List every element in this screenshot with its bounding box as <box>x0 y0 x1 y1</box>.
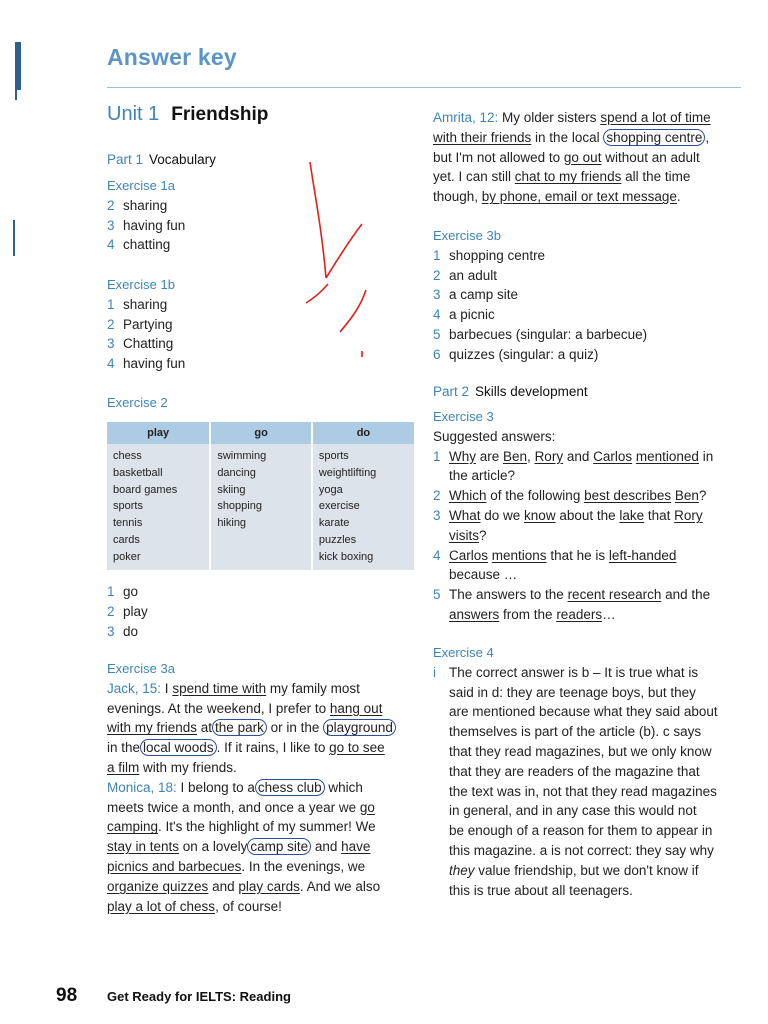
item-number: 1 <box>433 448 441 464</box>
verb-collocation-table <box>107 422 414 570</box>
text-span: are <box>476 448 504 464</box>
text-span: My older sisters <box>498 110 601 125</box>
item-text: quizzes (singular: a quiz) <box>449 346 599 362</box>
underlined-word: lake <box>619 507 645 523</box>
underlined-phrase: with their friends <box>433 129 532 145</box>
item-text: sharing <box>123 197 168 213</box>
item-number: 3 <box>107 623 115 639</box>
exercise-3b <box>433 226 743 365</box>
underlined-phrase: spend a lot of time <box>600 110 711 125</box>
header-divider <box>107 87 741 88</box>
underlined-word: What <box>449 507 481 523</box>
exercise-2 <box>107 393 414 413</box>
item-number: 4 <box>107 356 115 372</box>
book-title: Get Ready for IELTS: Reading <box>107 989 291 1004</box>
part-title: Skills development <box>475 384 588 399</box>
text-span: . And we also <box>299 878 381 894</box>
exercise-heading: Exercise 3 <box>433 409 494 424</box>
table-cell: hiking <box>217 517 247 530</box>
answer-item <box>433 266 743 286</box>
exercise-3-questions <box>433 447 748 625</box>
underlined-word: Which <box>449 488 487 504</box>
table-cell: kick boxing <box>318 550 374 563</box>
text-span: in <box>698 448 714 464</box>
text-span: . In the evenings, we <box>241 858 366 874</box>
answer-item <box>433 325 743 345</box>
circled-phrase: shopping centre <box>603 129 705 146</box>
table-header-do: do <box>312 422 414 444</box>
item-number: 2 <box>107 197 115 213</box>
emphasis-word: they <box>449 862 475 878</box>
speaker-name: Monica, 18: <box>107 779 177 795</box>
underlined-word: mentioned <box>635 448 699 464</box>
text-span: which <box>324 779 363 795</box>
item-number: 5 <box>433 587 441 603</box>
item-number: 1 <box>107 296 115 312</box>
text-span: at <box>197 720 213 736</box>
item-text: play <box>123 603 148 619</box>
text-span: ? <box>479 527 487 543</box>
item-number: 1 <box>107 584 115 599</box>
underlined-word: Rory <box>674 507 703 523</box>
underlined-word: readers <box>556 606 603 622</box>
table-cell: tennis <box>113 517 143 530</box>
text-span: without an adult <box>601 149 700 165</box>
underlined-word: Ben <box>674 488 699 504</box>
exercise-heading: Exercise 1b <box>107 277 175 292</box>
text-span: . <box>676 189 681 205</box>
item-number: 3 <box>107 217 115 233</box>
text-span: though, <box>433 189 482 205</box>
table-cell: shopping <box>217 500 262 513</box>
table-cell: poker <box>113 550 141 563</box>
text-line: that they read magazines, but we only know <box>449 743 712 759</box>
table-cell: sports <box>113 500 143 513</box>
text-span: or in the <box>266 720 324 736</box>
item-text: having fun <box>123 356 186 372</box>
table-cell: exercise <box>318 500 360 513</box>
exercise-3-intro: Suggested answers: <box>433 428 556 444</box>
text-span: , <box>527 448 535 464</box>
pen-stroke <box>306 284 328 303</box>
item-number: 2 <box>107 603 115 619</box>
table-cell: cards <box>113 533 140 546</box>
underlined-word: Carlos <box>593 448 633 464</box>
text-span: I belong to a <box>176 779 255 795</box>
part2-heading <box>433 382 588 402</box>
underlined-phrase: hang out <box>329 700 383 716</box>
item-text: Partying <box>123 316 173 332</box>
item-number: 1 <box>433 247 441 263</box>
margin-marker <box>15 86 17 100</box>
table-cell: yoga <box>318 483 343 496</box>
underlined-phrase: with my friends <box>107 720 198 736</box>
exercise-3a <box>107 659 417 916</box>
unit-name: Friendship <box>171 104 269 125</box>
text-span: do we <box>480 507 525 523</box>
item-number: 4 <box>433 307 441 323</box>
exercise-heading: Exercise 2 <box>107 395 168 410</box>
underlined-word: Rory <box>534 448 564 464</box>
underlined-word: Ben <box>503 448 528 464</box>
item-number: 3 <box>433 507 441 523</box>
underlined-phrase: go out <box>563 149 602 165</box>
item-number: 6 <box>433 346 441 362</box>
item-text: chatting <box>123 237 171 253</box>
table-cell: puzzles <box>318 533 357 546</box>
table-header-go: go <box>210 422 312 444</box>
text-line: be enough of a reason for them to appear in <box>449 823 713 839</box>
item-number: 2 <box>107 316 115 332</box>
pen-stroke <box>310 162 326 278</box>
text-line: the text was in, not that they read magazines <box>449 783 717 799</box>
circled-phrase: the park <box>212 719 267 736</box>
table-cell: dancing <box>217 466 256 479</box>
text-span: about the <box>555 507 620 523</box>
part-title: Vocabulary <box>149 152 216 167</box>
text-line: themselves is part of the article (b). c says <box>449 724 702 740</box>
underlined-word: know <box>524 507 556 523</box>
item-text: Chatting <box>123 336 174 352</box>
table-cell: karate <box>318 517 350 530</box>
text-line: in general, and in any case this would not <box>449 803 697 819</box>
underlined-word: mentions <box>491 547 547 563</box>
amrita-text <box>433 108 753 207</box>
underlined-word: visits <box>449 527 479 543</box>
table-cell: skiing <box>217 483 246 496</box>
pen-stroke <box>326 224 362 278</box>
text-span: I <box>164 680 173 696</box>
underlined-word: answers <box>449 606 500 622</box>
text-span: The answers to the <box>449 587 568 603</box>
underlined-phrase: a film <box>107 759 140 775</box>
exercise-3a-text <box>107 679 417 917</box>
page-header-title: Answer key <box>107 44 237 70</box>
text-span: and <box>311 839 342 855</box>
text-span: … <box>602 606 616 622</box>
text-span: the article? <box>449 468 516 484</box>
underlined-word: Carlos <box>449 547 489 563</box>
text-span: but I'm not allowed to <box>433 149 564 165</box>
underlined-phrase: have <box>341 839 371 855</box>
unit-number: Unit 1 <box>107 103 160 125</box>
speaker-name: Jack, 15: <box>107 680 162 696</box>
item-text: do <box>123 623 139 639</box>
item-number: 3 <box>433 287 441 303</box>
table-column-play <box>107 444 210 570</box>
text-span: yet. I can still <box>433 169 515 185</box>
text-span: meets twice a month, and once a year we <box>107 799 360 815</box>
text-span: and <box>563 448 594 464</box>
table-column-go <box>210 444 312 570</box>
text-span: in the <box>107 740 141 756</box>
item-text: shopping centre <box>449 247 546 263</box>
exercise-heading: Exercise 3a <box>107 661 175 676</box>
text-span: in the local <box>531 129 604 145</box>
exercise-4 <box>433 643 748 900</box>
underlined-word: Why <box>449 448 476 464</box>
text-span: with my friends. <box>139 759 237 775</box>
text-span: on a lovely <box>179 839 248 855</box>
answer-item <box>107 582 397 602</box>
answer-item <box>433 305 743 325</box>
item-text: barbecues (singular: a barbecue) <box>449 326 648 342</box>
underlined-phrase: go <box>359 799 375 815</box>
text-span: from the <box>499 606 557 622</box>
item-text: a picnic <box>449 307 495 323</box>
text-span: all the time <box>621 169 691 185</box>
circled-phrase: playground <box>323 719 396 736</box>
text-line: are mentioned because what they said about <box>449 704 718 720</box>
answer-list <box>433 246 743 365</box>
page-number: 98 <box>56 985 78 1006</box>
table-cell: board games <box>113 483 178 496</box>
circled-phrase: camp site <box>247 838 311 855</box>
underlined-word: best describes <box>584 488 672 504</box>
margin-marker <box>15 42 21 90</box>
text-span: that he is <box>546 547 609 563</box>
answer-paragraph <box>449 663 748 861</box>
table-cell: basketball <box>113 466 163 479</box>
text-span: of the following <box>486 488 585 504</box>
text-line: this is true about all teenagers. <box>449 882 633 898</box>
answer-item <box>107 602 397 622</box>
underlined-phrase: organize quizzes <box>107 878 209 894</box>
underlined-word: recent research <box>567 587 662 603</box>
table-cell: weightlifting <box>318 466 377 479</box>
text-span: and <box>208 878 239 894</box>
text-span: and the <box>661 587 711 603</box>
circled-phrase: local woods <box>140 739 217 756</box>
text-span: ? <box>698 488 707 504</box>
answer-item <box>107 622 397 642</box>
item-number: 4 <box>433 547 441 563</box>
text-line: The correct answer is b – It is true what is <box>449 664 699 680</box>
speaker-name: Amrita, 12: <box>433 110 499 125</box>
part1-heading <box>107 150 216 170</box>
item-text: an adult <box>449 267 498 283</box>
part-label: Part 1 <box>107 152 144 167</box>
text-line: that they are readers of the magazine that <box>449 763 700 779</box>
item-number: 5 <box>433 326 441 342</box>
item-number: i <box>433 664 436 680</box>
exercise-3 <box>433 407 748 625</box>
red-pen-annotation <box>300 150 390 370</box>
text-span: because … <box>449 567 518 583</box>
text-span: , <box>705 129 710 145</box>
item-text: go <box>123 584 139 599</box>
text-span: evenings. At the weekend, I prefer to <box>107 700 330 716</box>
text-span: . It's the highlight of my summer! We <box>158 819 376 835</box>
unit-title <box>107 103 268 126</box>
circled-phrase: chess club <box>255 779 325 796</box>
underlined-phrase: picnics and barbecues <box>107 858 242 874</box>
item-text: having fun <box>123 217 186 233</box>
table-column-do <box>312 444 414 570</box>
answer-list <box>107 582 397 641</box>
text-line: said in d: they are teenage boys, but they <box>449 684 696 700</box>
item-text: a camp site <box>449 287 519 303</box>
pen-stroke <box>340 290 366 332</box>
exercise-4-answer <box>433 663 748 901</box>
answer-item <box>433 345 743 365</box>
text-span: . If it rains, I like to <box>216 740 330 756</box>
table-cell: chess <box>113 450 142 462</box>
table-cell: sports <box>318 450 349 462</box>
exercise-heading: Exercise 1a <box>107 178 175 193</box>
underlined-phrase: chat to my friends <box>514 169 622 185</box>
item-number: 2 <box>433 488 441 504</box>
text-span: value friendship, but we don't know if <box>474 862 699 878</box>
item-number: 4 <box>107 237 115 253</box>
exercise-heading: Exercise 3b <box>433 228 501 243</box>
underlined-phrase: by phone, email or text message <box>481 189 677 205</box>
answer-item <box>433 285 743 305</box>
underlined-word: left-handed <box>608 547 677 563</box>
table-header-play: play <box>107 422 210 444</box>
text-span: my family most <box>266 680 360 696</box>
part-label: Part 2 <box>433 384 470 399</box>
underlined-phrase: camping <box>107 819 159 835</box>
item-number: 2 <box>433 267 441 283</box>
underlined-phrase: stay in tents <box>107 839 180 855</box>
underlined-phrase: spend time with <box>172 680 267 696</box>
item-text: sharing <box>123 296 168 312</box>
table-cell: swimming <box>217 450 267 462</box>
item-number: 3 <box>107 336 115 352</box>
underlined-phrase: go to see <box>329 740 385 756</box>
answer-item <box>433 246 743 266</box>
margin-marker <box>13 220 15 256</box>
text-span: that <box>644 507 675 523</box>
underlined-phrase: play cards <box>238 878 300 894</box>
underlined-phrase: play a lot of chess <box>107 898 216 914</box>
text-span: , of course! <box>215 898 282 914</box>
exercise-heading: Exercise 4 <box>433 645 494 660</box>
text-line: this magazine. a is not correct: they say why <box>449 842 714 858</box>
